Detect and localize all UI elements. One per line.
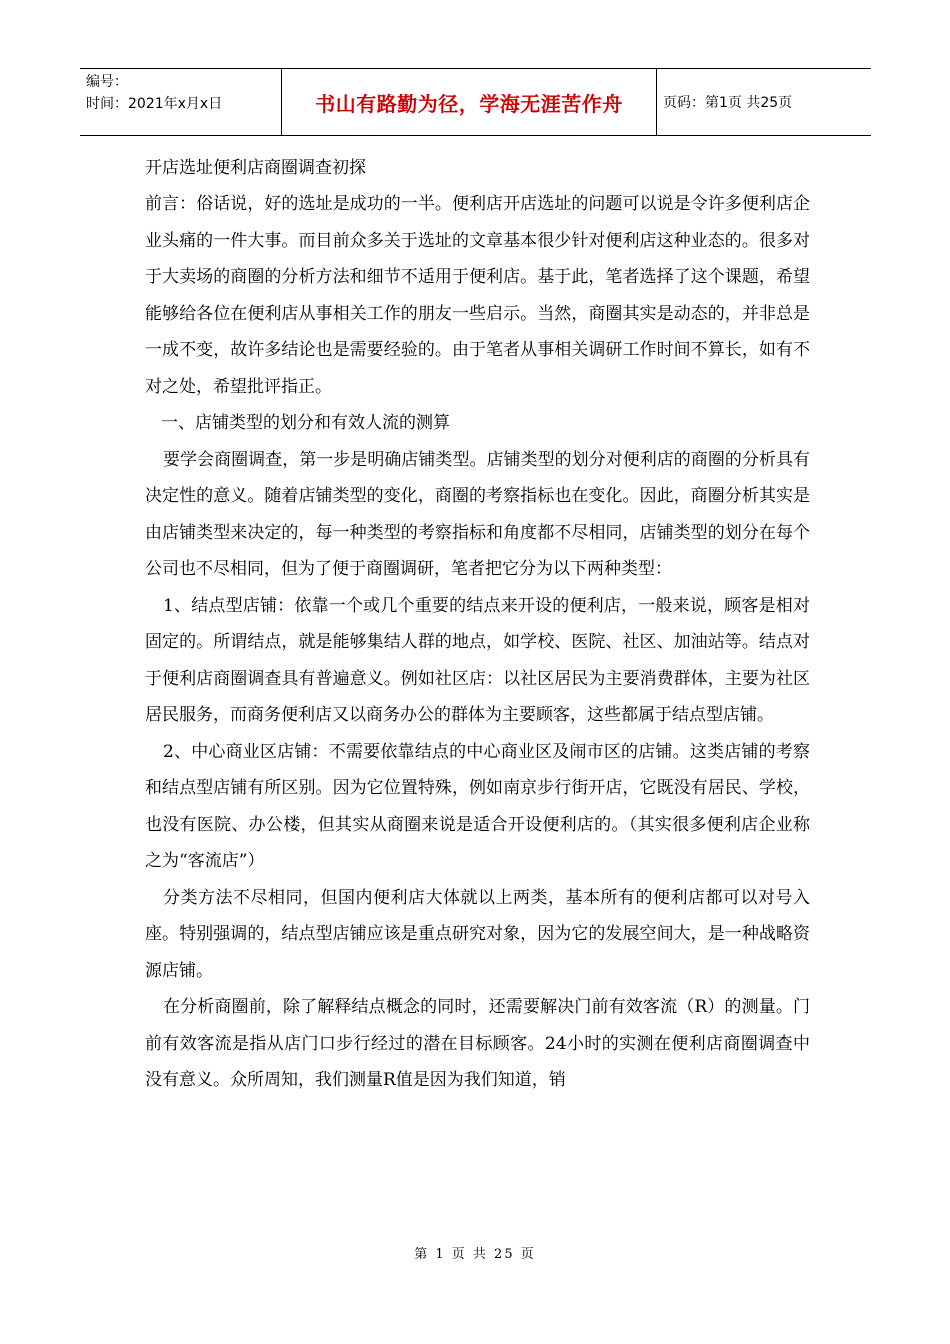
paragraph-effective-traffic: 在分析商圈前，除了解释结点概念的同时，还需要解决门前有效客流（R）的测量。门前有效客流是指从店门口步行经过的潜在目标顾客。24小时的实测在便利店商圈调查中没有意义。众所周知，我们测量R值是因为我们知道，销 (145, 997, 810, 1090)
header-meta (80, 69, 282, 135)
header-page-info: 页码：第1页 共25页 (663, 95, 793, 111)
paragraph-classification: 分类方法不尽相同，但国内便利店大体就以上两类，基本所有的便利店都可以对号入座。特别强调的，结点型店铺应该是重点研究对象，因为它的发展空间大，是一种战略资源店铺。 (145, 887, 810, 981)
document-header (80, 68, 871, 136)
header-time-label: 时间：2021年x月x日 (86, 96, 223, 112)
document-title: 开店选址便利店商圈调查初探 (145, 158, 366, 178)
page-footer: 第 1 页 共 25 页 (414, 1247, 536, 1262)
document-body (145, 153, 810, 1099)
paragraph-intro-store-types: 要学会商圈调查，第一步是明确店铺类型。店铺类型的划分对便利店的商圈的分析具有决定性的意义。随着店铺类型的变化，商圈的考察指标也在变化。因此，商圈分析其实是由店铺类型来决定的，每一种类型的考察指标和角度都不尽相同，店铺类型的划分在每个公司也不尽相同，但为了便于商圈调研，笔者把它分为以下两种类型： (145, 449, 810, 579)
paragraph-node-stores: 1、结点型店铺：依靠一个或几个重要的结点来开设的便利店，一般来说，顾客是相对固定的。所谓结点，就是能够集结人群的地点，如学校、医院、社区、加油站等。结点对于便利店商圈调查具有普遍意义。例如社区店：以社区居民为主要消费群体，主要为社区居民服务，而商务便利店又以商务办公的群体为主要顾客，这些都属于结点型店铺。 (145, 595, 810, 725)
paragraph-cbd-stores: 2、中心商业区店铺：不需要依靠结点的中心商业区及闹市区的店铺。这类店铺的考察和结点型店铺有所区别。因为它位置特殊，例如南京步行街开店，它既没有居民、学校，也没有医院、办公楼，但其实从商圈来说是适合开设便利店的。（其实很多便利店企业称之为“客流店”） (145, 741, 810, 871)
header-number-label: 编号： (86, 74, 128, 90)
section-heading: 一、店铺类型的划分和有效人流的测算 (161, 413, 450, 433)
header-motto: 书山有路勤为径，学海无涯苦作舟 (282, 69, 657, 135)
paragraph-preface: 前言：俗话说，好的选址是成功的一半。便利店开店选址的问题可以说是令许多便利店企业头痛的一件大事。而目前众多关于选址的文章基本很少针对便利店这种业态的。很多对于大卖场的商圈的分析方法和细节不适用于便利店。基于此，笔者选择了这个课题，希望能够给各位在便利店从事相关工作的朋友一些启示。当然，商圈其实是动态的，并非总是一成不变，故许多结论也是需要经验的。由于笔者从事相关调研工作时间不算长，如有不对之处，希望批评指正。 (145, 194, 810, 397)
